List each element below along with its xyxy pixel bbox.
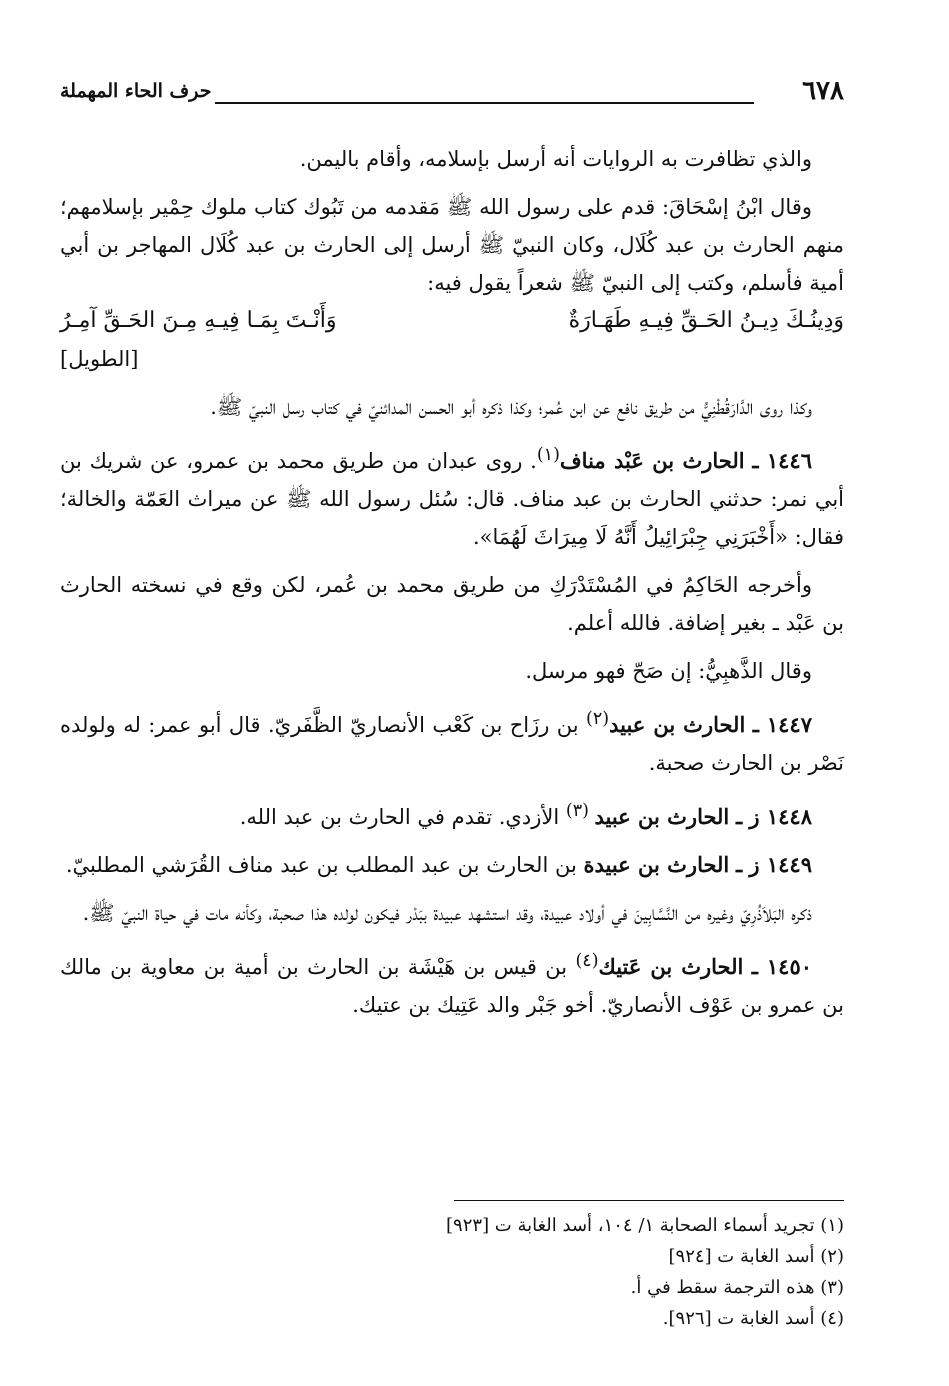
running-title: حرف الحاء المهملة — [60, 80, 212, 102]
footnote-ref: (٣) — [565, 801, 595, 821]
entry-1448 — [60, 792, 844, 836]
footnote-ref: (٢) — [586, 709, 610, 729]
entry-number: ١٤٤٦ ـ — [752, 448, 812, 473]
entry-1446 — [60, 436, 844, 556]
entry-number: ١٤٤٩ ز ـ — [735, 852, 812, 877]
main-text — [60, 140, 844, 1034]
paragraph: وقال ابْنُ إسْحَاقَ: قدم على رسول الله ﷺ مَقدمه من تَبُوك كتاب ملوك حِمْير بإسلامهم؛ منهم الحارث بن عبد كُلَال، وكان النبيّ ﷺ أرسل إلى الحارث بن عبد كُلَال المهاجر بن أبي أمية فأسلم، وكتب إلى النبيّ ﷺ شعراً يقول فيه: — [60, 195, 844, 295]
paragraph: وقال الذَّهبِيُّ: إن صَحّ فهو مرسل. — [525, 659, 812, 683]
paragraph: ذكره البَلاَذُرِيّ وغيره من النَّسَّابِينَ في أولاد عبيدة، وقد استشهد عبيدة ببَدْر فيكون لولده هذا صحبة، وكأنه مات في حياة النبيّ ﷺ. — [82, 901, 812, 925]
poem-verse — [60, 302, 844, 340]
entry-text: الأزدي. تقدم في الحارث بن عبد الله. — [239, 805, 566, 829]
poetic-meter: [الطويل] — [60, 347, 139, 371]
verse-second-hemistich: وَأَنْـتَ بِمَـا فِيـهِ مِـنَ الحَـقِّ آمِـرُ — [60, 308, 337, 333]
footnote: (٣) هذه الترجمة سقط في أ. — [630, 1277, 844, 1298]
entry-1449 — [60, 846, 844, 884]
entry-name: الحارث بن عَتيك — [598, 954, 744, 979]
entry-text: . روى عبدان من طريق محمد بن عمرو، عن شريك بن أبي نمر: حدثني الحارث بن عبد مناف. قال: سُئل رسول الله ﷺ عن ميراث العَمّة والخالة؛ فقال: «أَخْبَرَنِي جِبْرَائِيلُ أَنَّهُ لَا مِيرَاثَ لَهُمَا». — [60, 449, 844, 549]
entry-number: ١٤٥٠ ـ — [751, 954, 813, 979]
entry-1447 — [60, 700, 844, 782]
paragraph: وكذا روى الدَّارَقُطْنِيُّ من طريق نافع عن ابن عُمر؛ وكذا ذكره أبو الحسن المدائنيّ في كتاب رسل النبيّ ﷺ. — [210, 395, 812, 419]
verse-first-hemistich: وَدِينُـكَ دِيـنُ الحَـقِّ فِيـهِ طَهَـارَةٌ — [568, 308, 844, 333]
entry-1450 — [60, 942, 844, 1024]
page-number: ٦٧٨ — [802, 76, 844, 106]
header-rule — [215, 102, 754, 104]
page-header — [60, 76, 844, 110]
paragraph: وأخرجه الحَاكِمُ في المُسْتَدْرَكِ من طريق محمد بن عُمر، لكن وقع في نسخته الحارث بن عَبْد ـ بغير إضافة. فالله أعلم. — [60, 573, 844, 635]
entry-name: الحارث بن عبيد — [609, 712, 746, 737]
entry-text: بن رزَاح بن كَعْب الأنصاريّ الظَّفَريّ. قال أبو عمر: له ولولده نَصْر بن الحارث صحبة. — [60, 713, 844, 775]
paragraph: والذي تظافرت به الروايات أنه أرسل بإسلامه، وأقام باليمن. — [299, 147, 812, 171]
entry-text: بن قيس بن هَيْشَة بن الحارث بن أمية بن معاوية بن مالك بن عمرو بن عَوْف الأنصاريّ. أخو جَبْر والد عَتِيك بن عتيك. — [60, 955, 844, 1017]
entry-number: ١٤٤٧ ـ — [752, 712, 812, 737]
footnotes — [60, 1210, 844, 1334]
entry-text: بن الحارث بن عبد المطلب بن عبد مناف القُرَشي المطلبيّ. — [65, 853, 584, 877]
entry-name: الحارث بن عبيدة — [583, 852, 730, 877]
entry-number: ١٤٤٨ ز ـ — [735, 804, 812, 829]
footnote: (٤) أسد الغابة ت [٩٢٦]. — [662, 1308, 844, 1329]
entry-name: الحارث بن عَبْد مناف — [559, 448, 745, 473]
footnote-rule — [454, 1200, 844, 1201]
footnote: (١) تجريد أسماء الصحابة ١/ ١٠٤، أسد الغابة ت [٩٢٣] — [446, 1215, 844, 1236]
book-page — [60, 70, 844, 1370]
footnote-ref: (١) — [536, 445, 560, 465]
entry-name: الحارث بن عبيد — [594, 804, 730, 829]
footnote-ref: (٤) — [575, 951, 599, 971]
footnote: (٢) أسد الغابة ت [٩٢٤] — [668, 1246, 844, 1267]
